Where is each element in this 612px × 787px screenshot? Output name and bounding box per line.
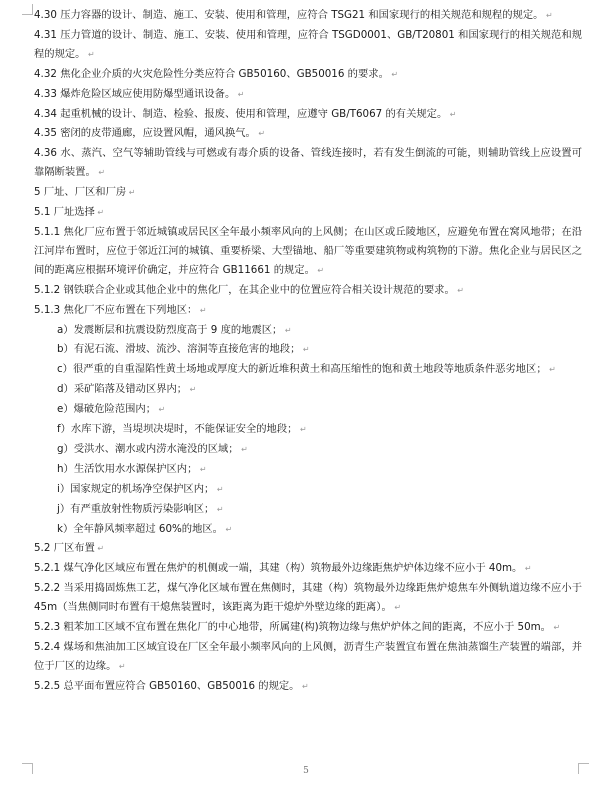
paragraph: 5.2.2 当采用捣固炼焦工艺，煤气净化区域布置在焦侧时，其建（构）筑物最外边缘距焦炉熄焦车外侧轨道边缘不应小于 45m（当焦侧同时布置有干熄焦装置时，该距离为距干熄炉外壁边缘的距离）。 ↵ <box>34 579 582 618</box>
paragraph: 5.1.2 钢铁联合企业或其他企业中的焦化厂，在其企业中的位置应符合相关设计规范的要求。 ↵ <box>34 281 582 301</box>
paragraph: 5.2.5 总平面布置应符合 GB50160、GB50016 的规定。 ↵ <box>34 677 582 697</box>
paragraph: 5 厂址、厂区和厂房 ↵ <box>34 183 582 203</box>
document-body <box>34 6 582 697</box>
list-item: g）受洪水、潮水或内涝水淹没的区域； ↵ <box>34 440 582 460</box>
paragraph: 4.32 焦化企业介质的火灾危险性分类应符合 GB50160、GB50016 的要求。 ↵ <box>34 65 582 85</box>
paragraph: 4.33 爆炸危险区域应使用防爆型通讯设备。 ↵ <box>34 85 582 105</box>
paragraph: 5.2.3 粗苯加工区域不宜布置在焦化厂的中心地带，所属建(构)筑物边缘与焦炉炉体之间的距离，不应小于 50m。 ↵ <box>34 618 582 638</box>
list-item: k）全年静风频率超过 60%的地区。 ↵ <box>34 520 582 540</box>
margin-corner-mark <box>22 4 33 15</box>
paragraph: 5.1 厂址选择 ↵ <box>34 203 582 223</box>
list-item: h）生活饮用水水源保护区内； ↵ <box>34 460 582 480</box>
paragraph: 4.35 密闭的皮带通廊，应设置风帽，通风换气。 ↵ <box>34 124 582 144</box>
list-item: j）有严重放射性物质污染影响区； ↵ <box>34 500 582 520</box>
paragraph: 5.1.3 焦化厂不应布置在下列地区： ↵ <box>34 301 582 321</box>
list-item: i）国家规定的机场净空保护区内； ↵ <box>34 480 582 500</box>
list-item: e）爆破危险范围内； ↵ <box>34 400 582 420</box>
list-item: a）发震断层和抗震设防烈度高于 9 度的地震区； ↵ <box>34 321 582 341</box>
paragraph: 5.1.1 焦化厂应布置于邻近城镇或居民区全年最小频率风向的上风侧；在山区或丘陵地区，应避免布置在窝风地带；在沿江河岸布置时，应位于邻近江河的城镇、重要桥梁、大型锚地、船厂等重要建筑物或构筑物的下游。焦化企业与居民区之间的距离应根据环境评价确定，并应符合 GB11661 的规定。 ↵ <box>34 223 582 281</box>
list-item: f）水库下游，当堤坝决堤时，不能保证安全的地段； ↵ <box>34 420 582 440</box>
paragraph: 5.2 厂区布置 ↵ <box>34 539 582 559</box>
list-item: b）有泥石流、滑坡、流沙、溶洞等直接危害的地段； ↵ <box>34 340 582 360</box>
list-item: d）采矿陷落及错动区界内； ↵ <box>34 380 582 400</box>
page-number: 5 <box>303 766 309 776</box>
paragraph: 4.31 压力管道的设计、制造、施工、安装、使用和管理，应符合 TSGD0001、GB/T20801 和国家现行的相关规范和规程的规定。 ↵ <box>34 26 582 65</box>
paragraph: 4.34 起重机械的设计、制造、检验、报废、使用和管理，应遵守 GB/T6067 的有关规定。 ↵ <box>34 105 582 125</box>
paragraph: 5.2.4 煤场和焦油加工区域宜设在厂区全年最小频率风向的上风侧，沥青生产装置宜布置在焦油蒸馏生产装置的端部，并位于厂区的边缘。 ↵ <box>34 638 582 677</box>
paragraph: 5.2.1 煤气净化区域应布置在焦炉的机侧或一端，其建（构）筑物最外边缘距焦炉炉体边缘不应小于 40m。 ↵ <box>34 559 582 579</box>
paragraph: 4.36 水、蒸汽、空气等辅助管线与可燃或有毒介质的设备、管线连接时，若有发生倒流的可能，则辅助管线上应设置可靠隔断装置。 ↵ <box>34 144 582 183</box>
list-item: c）很严重的自重湿陷性黄土场地或厚度大的新近堆积黄土和高压缩性的饱和黄土地段等地质条件恶劣地区； ↵ <box>34 360 582 380</box>
paragraph: 4.30 压力容器的设计、制造、施工、安装、使用和管理，应符合 TSG21 和国家现行的相关规范和规程的规定。 ↵ <box>34 6 582 26</box>
